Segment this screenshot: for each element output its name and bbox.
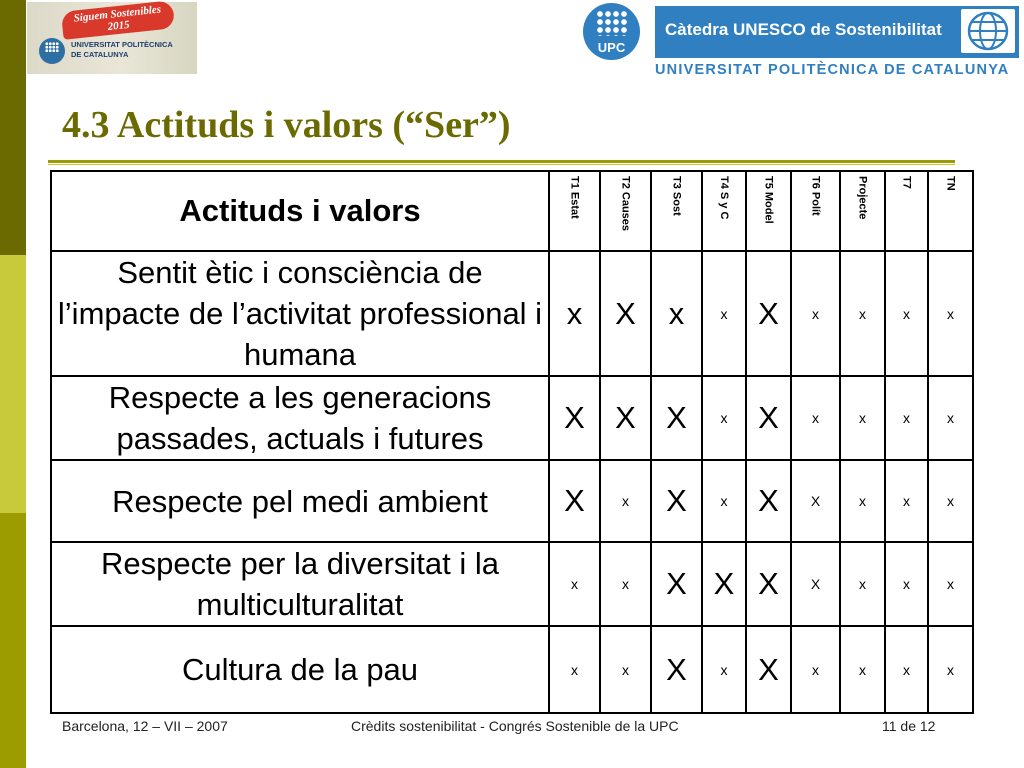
mark-cell: x (549, 251, 600, 376)
mark-cell: x (600, 626, 651, 713)
university-name: UNIVERSITAT POLITÈCNICA DE CATALUNYA (655, 62, 1010, 78)
mark-cell: x (928, 460, 973, 542)
column-header: Projecte (840, 171, 885, 251)
column-header: T5 Model (746, 171, 791, 251)
mark-cell: x (928, 376, 973, 460)
attitudes-table (50, 170, 974, 714)
univ-name-small: UNIVERSITAT POLITÈCNICA DE CATALUNYA (71, 40, 173, 59)
mark-cell: x (702, 460, 746, 542)
mark-cell: X (651, 460, 702, 542)
sostenibles-badge: Siguem Sostenibles 2015 (61, 0, 175, 40)
mark-cell: x (651, 251, 702, 376)
mark-cell: X (791, 542, 840, 626)
catedra-title: Càtedra UNESCO de Sostenibilitat (665, 20, 942, 39)
mark-cell: X (746, 251, 791, 376)
mark-cell: X (791, 460, 840, 542)
row-label: Respecte per la diversitat i la multiculturalitat (51, 542, 549, 626)
mark-cell: x (840, 542, 885, 626)
table-row (51, 376, 973, 460)
mark-cell: x (840, 376, 885, 460)
mark-cell: x (791, 626, 840, 713)
mark-cell: x (702, 626, 746, 713)
footer-page-number: 11 de 12 (882, 718, 936, 734)
title-divider (48, 160, 955, 163)
table-row (51, 251, 973, 376)
table-row (51, 626, 973, 713)
mark-cell: x (885, 251, 928, 376)
table-row (51, 460, 973, 542)
footer-location-date: Barcelona, 12 – VII – 2007 (62, 718, 228, 734)
mark-cell: x (791, 376, 840, 460)
left-accent-bar-bottom (0, 513, 26, 768)
slide-title: 4.3 Actituds i valors (“Ser”) (62, 104, 511, 146)
column-header: T7 (885, 171, 928, 251)
column-header: T3 Sost (651, 171, 702, 251)
left-accent-bar-top (0, 0, 26, 255)
mark-cell: x (928, 626, 973, 713)
mark-cell: x (791, 251, 840, 376)
mark-cell: X (600, 251, 651, 376)
title-divider-thin (48, 164, 955, 165)
mark-cell: x (840, 460, 885, 542)
mark-cell: x (928, 542, 973, 626)
column-header: T6 Polít (791, 171, 840, 251)
mark-cell: x (885, 626, 928, 713)
column-header: T2 Causes (600, 171, 651, 251)
mark-cell: X (702, 542, 746, 626)
mark-cell: X (651, 376, 702, 460)
mark-cell: X (746, 626, 791, 713)
left-accent-bar-middle (0, 255, 26, 513)
mark-cell: X (651, 626, 702, 713)
mark-cell: X (600, 376, 651, 460)
upc-logo-icon: UPC (583, 3, 640, 60)
mark-cell: x (840, 626, 885, 713)
mark-cell: x (885, 542, 928, 626)
column-header: T1 Estat (549, 171, 600, 251)
table-header-row (51, 171, 973, 251)
mark-cell: x (549, 626, 600, 713)
mark-cell: x (600, 460, 651, 542)
mark-cell: x (928, 251, 973, 376)
mark-cell: x (549, 542, 600, 626)
mark-cell: x (600, 542, 651, 626)
mark-cell: X (746, 460, 791, 542)
table-header-label: Actituds i valors (51, 171, 549, 251)
row-label: Cultura de la pau (51, 626, 549, 713)
mark-cell: X (549, 460, 600, 542)
mark-cell: x (885, 460, 928, 542)
mark-cell: x (885, 376, 928, 460)
sostenibles-logo (27, 2, 197, 74)
footer-event: Crèdits sostenibilitat - Congrés Sostenible de la UPC (351, 718, 679, 734)
mark-cell: x (702, 251, 746, 376)
upc-small-logo-icon (39, 38, 65, 64)
mark-cell: X (746, 542, 791, 626)
catedra-unesco-banner (655, 6, 1019, 58)
column-header: T4 S y C (702, 171, 746, 251)
table-row (51, 542, 973, 626)
globe-icon (961, 9, 1015, 53)
row-label: Sentit ètic i consciència de l’impacte de l’activitat professional i humana (51, 251, 549, 376)
mark-cell: x (840, 251, 885, 376)
row-label: Respecte pel medi ambient (51, 460, 549, 542)
mark-cell: X (651, 542, 702, 626)
column-header: TN (928, 171, 973, 251)
row-label: Respecte a les generacions passades, actuals i futures (51, 376, 549, 460)
mark-cell: X (549, 376, 600, 460)
mark-cell: X (746, 376, 791, 460)
mark-cell: x (702, 376, 746, 460)
